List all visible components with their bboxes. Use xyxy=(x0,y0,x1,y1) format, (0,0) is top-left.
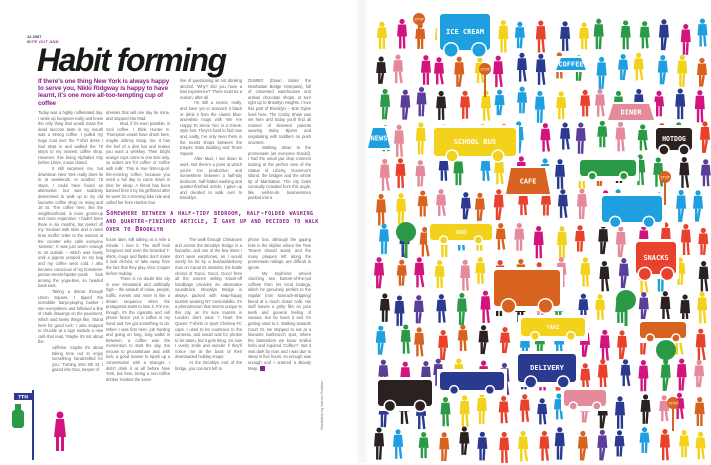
person-figure xyxy=(418,190,428,216)
person-figure xyxy=(634,53,644,81)
paragraph: dresses that will one day be mine, and stopped into Mud. xyxy=(106,110,170,121)
person-figure xyxy=(539,431,549,461)
section-name: BITE OUT AND xyxy=(27,39,59,44)
person-figure xyxy=(594,19,604,49)
stop-sign-label: STOP xyxy=(414,17,424,22)
person-figure xyxy=(615,430,625,456)
person-figure xyxy=(681,224,691,255)
person-figure xyxy=(621,20,631,49)
street-sign-label: 7TH xyxy=(18,395,28,401)
person-figure xyxy=(498,20,508,53)
person-figure xyxy=(638,124,648,150)
person-figure xyxy=(439,432,449,461)
person-figure xyxy=(380,293,390,321)
person-figure xyxy=(677,359,687,391)
person-figure xyxy=(495,90,505,116)
diner-sign-label: DINER xyxy=(620,108,642,117)
person-figure xyxy=(659,19,669,50)
hotdog-cart-label: HOTDOG xyxy=(662,135,686,143)
person-figure xyxy=(536,21,546,53)
paragraph: It still surprises me, but downtown New York really does lie in at weekends. In another 75 steps, I could have found an alternative, but was suddenly determined to walk up to my old favourite coffee shop on Irving and 18 St. The coffee here, like the neighbourhood, is more grown-up and more expensive. I hadn't been there in six months, but reeled off my 'medium with skim and a raisin bran muffin' order to the woman at the counter who calls everyone 'sweetie'. It was just warm enough to sit outside – which was lovely until a pigeon pooped on my bag and my coffee went cold. I also became conscious of my homeless-person-meets-hipster-youth look among the yoga-lites, so headed back east. xyxy=(38,165,103,289)
person-figure xyxy=(517,87,527,114)
orange-car xyxy=(637,319,689,343)
paragraph: The walk through Chinatown and across the Brooklyn Bridge is a favourite, and one of the few times I don't wear earphones, as I would surely be hit by a bus/taxi/delivery man on Canal St. Besides, the battle chorus of 'Gucci, Gucci, Gucci' from all the women selling knock-off handbags provides an alternative soundtrack. Brooklyn Bridge is always packed with snap-happy tourists wearing NY memorabilia. It's a phenomenon that seems unique to this city, as I'm sure tourists in London don't wear 'I heart the Queen' T-shirts or sport Chelsea FC caps. I used to be courteous to the cameras, and would wait for photos to be taken, but it gets tiring. So now I overly smile and wonder if they'll notice me at the back of their downloaded holiday snaps. xyxy=(175,237,242,360)
person-figure xyxy=(595,89,605,117)
person-figure xyxy=(401,324,411,353)
person-figure xyxy=(537,398,547,424)
person-figure xyxy=(436,294,446,323)
person-figure xyxy=(458,325,468,351)
person-figure xyxy=(374,427,384,459)
tree-icon xyxy=(656,340,676,376)
person-figure xyxy=(379,224,389,255)
person-figure xyxy=(598,224,608,255)
person-figure xyxy=(417,87,427,116)
ice-cream-truck-label: ICE CREAM xyxy=(446,28,484,36)
person-figure xyxy=(434,57,444,84)
column-1 xyxy=(38,110,103,373)
person-figure xyxy=(597,430,607,461)
paragraph: There is no doubt this city is over stimulated and artificially high – the assault of noise, people, traffic, events and more is like a dream sequence when the protagonist starts to lose it. For me, though, it's the cigarette and cell phone factor: put a coffee in my hand and I've got something to do. When I was first here, job hunting and going on long, long walks in between, a coffee was the momentum to start the day, the excuse to procrastinate and, with luck, a good reason to spark up a conversation with a stranger. I didn't drink it at all before New York, but here, being a non-coffee drinker invokes the same xyxy=(106,276,170,382)
person-figure xyxy=(436,91,446,120)
person-figure xyxy=(616,226,626,257)
person-figure xyxy=(640,21,650,48)
person-figure xyxy=(415,23,425,49)
person-figure xyxy=(457,293,467,325)
person-figure xyxy=(640,427,650,453)
person-figure xyxy=(700,121,710,153)
paragraph-text: My boyfriend arrived clutching two bottom-of-the-pot coffees from his local bodega, which he genuinely prefers to the regular (non stomach-stripping) blend at a much closer café. His stuff leaves a gritty film on your teeth and general feeling of nausea, but he loves it and I'm getting used to it. Walking towards Court St, we stopped to eat at a favourite bar/brunch spot, where the bartenders we know smiled hello and inquired 'Coffee?'. But it was dark by now, and I was due to sleep in five hours, so enough was enough and I ordered a Bloody Mary. xyxy=(248,270,311,371)
person-figure xyxy=(597,121,607,148)
person-figure xyxy=(679,430,689,457)
coffee-sign xyxy=(554,56,588,72)
column-3 xyxy=(180,78,242,201)
school-bus-label: SCHOOL BUS xyxy=(453,138,497,146)
person-figure xyxy=(436,189,446,216)
person-figure xyxy=(394,125,404,157)
standfirst: If there's one thing New York is always happy to serve you, Nikki Ridgway is happy to have learnt, it's one more all-too-tempting cup of coffee xyxy=(38,78,170,107)
paragraph-continuation: caffeine, maybe it's about taking time out to enjoy something handcrafted for you.' Turning onto 9th St, I gazed into Ouo, keeper of xyxy=(52,344,103,373)
person-figure xyxy=(560,122,570,149)
person-figure xyxy=(376,326,386,355)
person-figure xyxy=(599,261,609,291)
person-figure xyxy=(500,327,510,353)
paragraph: I'm still a novice, really, and have yet to stomach it black or drink it from the classic blue-and-white mugs with 'We Are Happy To Serve You' in a Greek-style font. They're hard to find now and, sadly, I've only seen them in the tourist shops between the Empire State Building and Times Square. xyxy=(180,100,243,156)
person-figure xyxy=(579,22,589,49)
person-figure xyxy=(475,257,485,284)
person-figure xyxy=(534,226,544,258)
taxi-2-label: TAXI xyxy=(546,325,560,331)
delivery-van xyxy=(515,351,579,388)
person-figure xyxy=(639,292,649,321)
person-figure xyxy=(699,261,709,291)
person-figure xyxy=(454,57,464,87)
person-figure xyxy=(396,193,406,224)
person-figure xyxy=(677,55,687,87)
paragraph: phone box, although the gaping hole in the skyline where the Twin Towers should stand, and the many plaques left along the promenade railings, are difficult to ignore. xyxy=(248,237,311,270)
taxi-label: TAXI xyxy=(455,231,467,236)
person-figure xyxy=(659,395,669,421)
tree-icon xyxy=(396,222,416,258)
delivery-van-label: DELIVERY xyxy=(530,364,564,372)
snacks-cart-label: SNACKS xyxy=(643,254,669,262)
cafe-sign xyxy=(504,166,552,196)
pink-car xyxy=(561,387,609,411)
paragraph: hours later, still talking at a mile a minute. I love it. The staff look hungover and even the branded T-shirts, mugs and flasks don't make it look clichéd, or take away from the fact that they play Alice Cooper before midday. xyxy=(106,237,170,276)
page-gutter xyxy=(355,0,369,463)
navy-car xyxy=(437,369,507,395)
person-figure xyxy=(560,21,570,51)
paragraph: After Mud, I sat down to work. But there's a point at which you're too productive, and somewhere between a half-tidy bedroom, half-folded washing and quarter-finished article, I gave up and decided to walk over to Brooklyn. xyxy=(180,156,242,201)
column-2 xyxy=(106,110,170,205)
person-figure xyxy=(374,257,384,288)
stop-sign-label: STOP xyxy=(660,175,670,180)
person-figure xyxy=(676,190,686,222)
person-figure xyxy=(617,330,627,359)
person-figure xyxy=(638,360,648,391)
article-title: Habit forming xyxy=(37,42,226,78)
delivery-truck-blue xyxy=(599,193,665,228)
person-figure xyxy=(499,432,509,463)
person-figure xyxy=(459,426,469,455)
person-figure xyxy=(496,223,506,250)
person-figure xyxy=(615,396,625,428)
person-figure xyxy=(517,53,527,82)
person-figure xyxy=(694,360,704,387)
green-car xyxy=(577,157,639,181)
person-figure xyxy=(475,193,485,221)
person-figure xyxy=(540,123,550,152)
person-figure xyxy=(520,394,530,422)
person-figure xyxy=(615,122,625,151)
person-figure xyxy=(414,327,424,356)
person-figure xyxy=(477,432,487,461)
end-mark-icon xyxy=(260,366,265,371)
person-figure xyxy=(461,192,471,219)
person-figure xyxy=(419,432,429,458)
person-figure xyxy=(696,432,706,459)
person-figure xyxy=(414,295,424,323)
paragraph: Walking down to the promenade (as everyone should), I had the usual jaw drop moment looking at the perfect view of the Statue of Liberty, Governor's Island, the bridges and the whole tip of Manhattan. The city looks comically crowded from this angle, like well-to-do businessmen packed into a xyxy=(248,145,311,201)
stop-sign-icon xyxy=(479,63,491,97)
person-figure xyxy=(493,56,503,87)
paragraph: Mud, if it's even possible, is cool coffee. I think Hunter S. Thompson would have drunk here, maybe Johnny Depp, too. It has the feel of a dive bar and makes you want a whiskey. Their bright orange cups come in one size only, so orders are 'for coffee' or 'coffee with milk'. This is true first-cup-of-the-morning coffee, because you need a full day to come down in time for sleep. A friend has been banned from it by his girlfriend after he went for a morning bike ride and called her from Harlem four xyxy=(106,121,170,205)
person-figure xyxy=(477,392,487,423)
person-figure xyxy=(535,91,545,123)
column-2-lower xyxy=(106,237,170,382)
person-figure xyxy=(556,91,566,119)
person-figure xyxy=(440,397,450,426)
person-figure xyxy=(679,157,689,188)
page-number: 12 2007 xyxy=(27,34,42,39)
person-figure xyxy=(697,292,707,324)
person-figure xyxy=(380,159,390,191)
person-figure xyxy=(597,57,607,89)
person-figure xyxy=(438,330,448,360)
black-van xyxy=(375,377,435,412)
person-figure xyxy=(416,122,426,154)
hydrant-icon xyxy=(12,410,24,428)
person-figure xyxy=(557,226,567,258)
person-figure xyxy=(460,395,470,427)
person-figure xyxy=(697,58,707,87)
person-figure xyxy=(578,431,588,461)
hydrant-top xyxy=(15,404,21,412)
person-figure xyxy=(698,228,708,255)
person-figure xyxy=(480,291,490,323)
person-figure xyxy=(395,158,405,188)
nyc-street-illustration xyxy=(368,0,711,463)
sign-pole xyxy=(32,390,34,460)
person-figure xyxy=(499,396,509,423)
person-figure xyxy=(376,57,386,85)
person-figure xyxy=(435,260,445,288)
person-figure xyxy=(536,54,546,85)
person-figure xyxy=(641,394,651,424)
column-4 xyxy=(248,78,311,201)
person-figure xyxy=(415,160,425,187)
person-figure xyxy=(393,429,403,459)
person-figure xyxy=(376,194,386,226)
school-bus xyxy=(431,125,519,162)
person-figure xyxy=(479,325,489,354)
paragraph: Today was a highly caffeinated day. I woke up hungover-early and knew the only thing that would mask the dead raccoon taste in my mouth was a strong coffee. I pulled my huge coat over the T-shirt dress I had slept in and walked the 70 steps to my nearest coffee shop. However, this being Alphabet City before 10am, it was closed. xyxy=(38,110,103,166)
hotdog-cart xyxy=(653,125,695,155)
person-figure xyxy=(555,159,565,189)
paragraph xyxy=(248,271,311,372)
person-figure xyxy=(619,258,629,288)
person-figure xyxy=(400,90,410,120)
person-figure xyxy=(460,91,470,119)
person-figure xyxy=(576,122,586,153)
person-figure xyxy=(377,22,387,49)
person-figure xyxy=(658,55,668,84)
person-figure xyxy=(701,159,711,186)
person-figure xyxy=(494,189,504,220)
person-figure xyxy=(598,359,608,390)
person-figure xyxy=(697,19,707,47)
person-figure xyxy=(580,257,590,286)
stop-sign-label: STOP xyxy=(480,67,490,72)
coffee-sign-label: COFFEE xyxy=(558,60,584,69)
person-figure xyxy=(558,189,568,218)
person-figure xyxy=(518,431,528,462)
person-figure xyxy=(618,54,628,80)
illustration-credit: Illustration by James Graham xyxy=(320,380,324,430)
person-figure xyxy=(580,90,590,117)
column-4-lower xyxy=(248,237,311,371)
person-figure xyxy=(555,427,565,460)
person-figure xyxy=(695,397,705,426)
garbage-truck xyxy=(491,267,563,313)
person-figure xyxy=(414,257,424,287)
person-figure xyxy=(394,295,404,325)
person-figure xyxy=(397,19,407,49)
column-3-lower xyxy=(175,237,242,371)
snacks-cart xyxy=(633,239,679,281)
paragraph: line of questioning as not drinking alcohol. 'Why? Did you have a bad experience?' There must be a reason, after all. xyxy=(180,78,242,100)
person-figure xyxy=(397,260,407,286)
person-figure xyxy=(595,294,605,320)
person-figure xyxy=(696,329,706,361)
person-figure xyxy=(380,89,390,120)
paragraph: At the Brooklyn end of the bridge, you can turn left to xyxy=(175,360,242,371)
person-figure xyxy=(621,359,631,386)
pull-quote: Somewhere between a half-tidy bedroom, half-folded washing and quarter-finished article, I gave up and decided to walk over to Brooklyn xyxy=(106,209,319,233)
person-figure xyxy=(600,330,610,361)
news-box-label: NEWS xyxy=(370,134,388,143)
stop-sign-label: STOP xyxy=(668,401,678,406)
person-figure xyxy=(460,260,470,291)
paragraph: DUMBO (Down Under the Manhattan Bridge Overpass), full of converted warehouses and artisan chocolate shops, or turn right up to Brooklyn Heights. I love this part of Brooklyn – Bob Dylan lived here, The Cosby Show was set here and today you'll find all manner of stressed parents wearing Baby Bjorns and negotiating with toddlers on push scooters. xyxy=(248,78,311,145)
ice-cream-truck xyxy=(437,11,493,57)
street-sign-illustration xyxy=(10,390,70,465)
person-figure xyxy=(514,223,524,251)
person-figure xyxy=(660,429,670,460)
news-box xyxy=(368,126,392,150)
diner-sign xyxy=(606,102,656,122)
paragraph: Taking a detour through Union Square, I tipped the incredible banjo-playing busker I see everywhere and followed a line of chalk drawings on the pavement, which said lovely things like, 'Stand here for good luck.' I also stopped to chuckle at a sign outside a new café that read, 'Maybe it's not about the xyxy=(38,289,103,345)
person-figure xyxy=(575,225,585,251)
person-figure xyxy=(421,55,431,85)
person-figure xyxy=(695,90,705,122)
person-figure xyxy=(393,55,403,84)
person-figure xyxy=(693,190,703,222)
taxi-2 xyxy=(518,315,588,341)
person-figure xyxy=(515,22,525,49)
cafe-sign-label: CAFE xyxy=(519,177,537,186)
taxi xyxy=(427,221,495,245)
person-figure xyxy=(681,24,691,55)
person-figure xyxy=(660,291,670,321)
person-figure xyxy=(577,189,587,220)
woman-figure xyxy=(54,412,66,452)
person-figure xyxy=(675,88,685,119)
